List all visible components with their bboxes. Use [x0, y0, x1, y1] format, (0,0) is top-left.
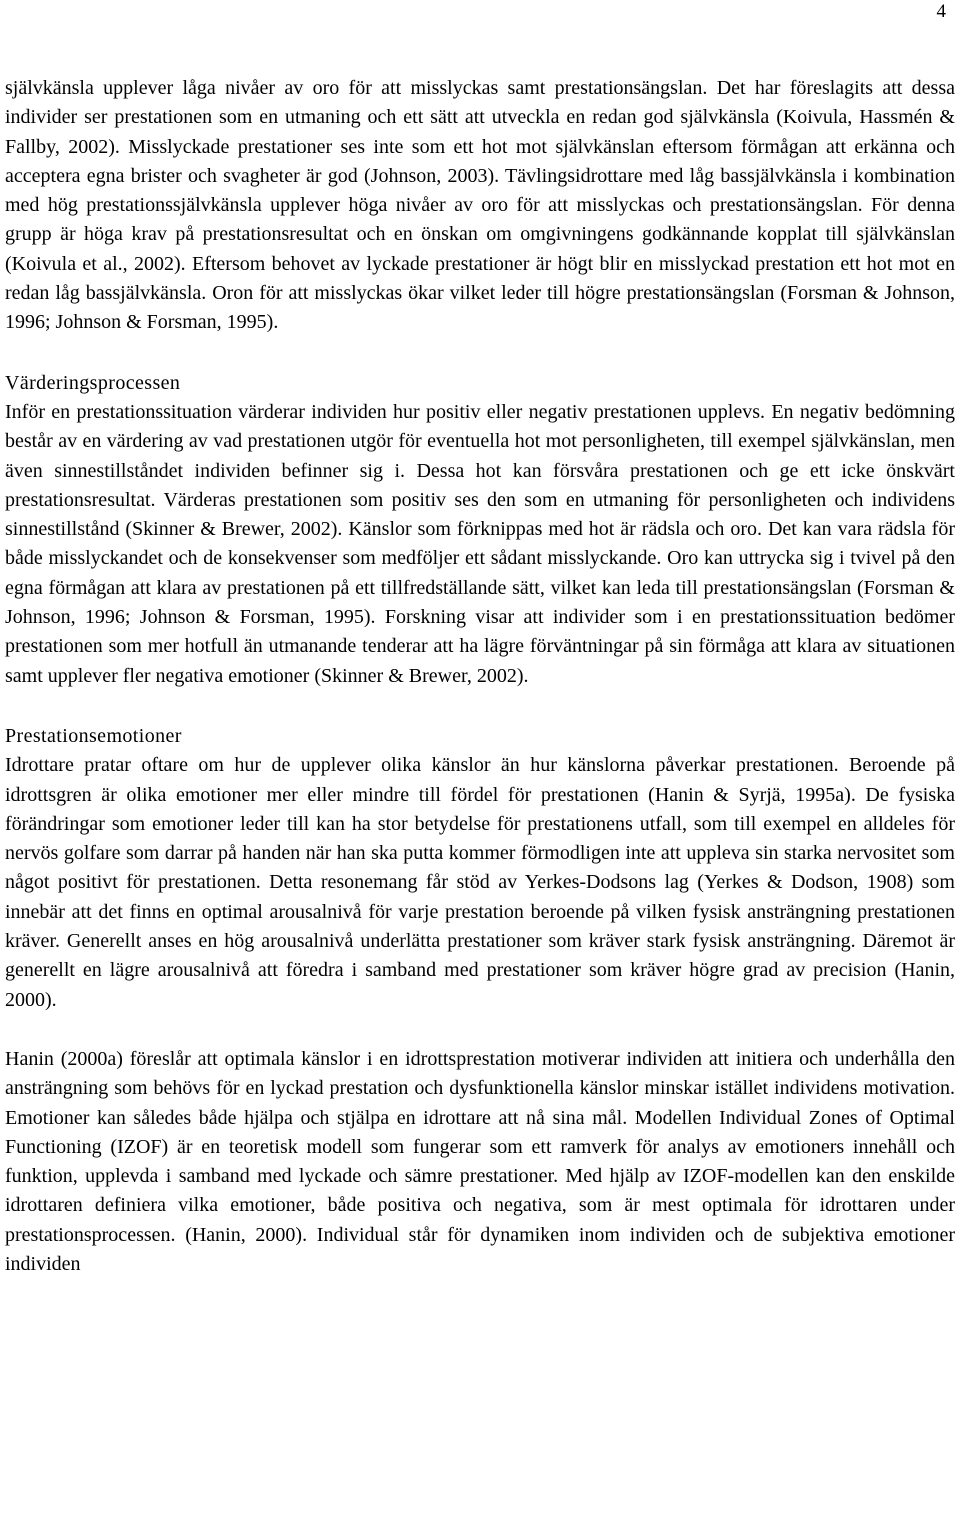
- paragraph-spacer: [5, 1015, 955, 1045]
- section-heading-vardering: Värderingsprocessen: [5, 371, 181, 394]
- paragraph-vardering: Inför en prestationssituation värderar individen hur positiv eller negativ prestationen upplevs. En negativ bedömning består av en värdering av vad prestationen utgör för eventuella hot mot personligheten, till exempel självkänslan, men även sinnestillståndet individen befinner sig i. Dessa hot kan försvåra prestationen och ge ett icke önskvärt prestationsresultat. Värderas prestationen som positiv ses den som en utmaning för personligheten och individens sinnestillstånd (Skinner & Brewer, 2002). Känslor som förknippas med hot är rädsla och oro. Det kan vara rädsla för både misslyckandet och de konsekvenser som medföljer ett sådant misslyckande. Oro kan uttrycka sig i tvivel på den egna förmågan att klara av prestationen på ett tillfredställande sätt, vilket kan leda till prestationsängslan (Forsman & Johnson, 1996; Johnson & Forsman, 1995). Forskning visar att individer som i en prestationssituation bedömer prestationen som mer hotfull än utmanande tenderar att ha lägre förväntningar på sin förmåga att klara av situationen samt upplever fler negativa emotioner (Skinner & Brewer, 2002).: [5, 400, 955, 687]
- body-text: [5, 74, 955, 1279]
- paragraph-izof: Hanin (2000a) föreslår att optimala känslor i en idrottsprestation motiverar individen att initiera och underhålla den ansträngning som behövs för en lyckad prestation och dysfunktionella känslor minskar istället individens motivation. Emotioner kan således både hjälpa och stjälpa en idrottare att nå sina mål. Modellen Individual Zones of Optimal Functioning (IZOF) är en teoretisk modell som fungerar som ett ramverk för analys av emotioners innehåll och funktion, upplevda i samband med lyckade och sämre prestationer. Med hjälp av IZOF-modellen kan den enskilde idrottaren definiera vilka emotioner, både positiva och negativa, som är mest optimala för idrottaren under prestationsprocessen. (Hanin, 2000). Individual står för dynamiken inom individen och de subjektiva emotioner individen: [5, 1047, 955, 1275]
- page-number: 4: [936, 1, 946, 22]
- paragraph-spacer: [5, 338, 955, 369]
- paragraph-spacer: [5, 691, 955, 722]
- section-heading-emotioner: Prestationsemotioner: [5, 724, 182, 747]
- paragraph-emotioner: Idrottare pratar oftare om hur de upplever olika känslor än hur känslorna påverkar prestationen. Beroende på idrottsgren är olika emotioner mer eller mindre till fördel för prestationen (Hanin & Syrjä, 1995a). De fysiska förändringar som emotioner leder till kan ha stor betydelse för prestationens utfall, som till exempel en alldeles för nervös golfare som darrar på handen när han ska putta kommer förmodligen inte att uppleva sin starka nervositet som något positivt för prestationen. Detta resonemang får stöd av Yerkes-Dodsons lag (Yerkes & Dodson, 1908) som innebär att det finns en optimal arousalnivå för varje prestation beroende på vilken fysisk ansträngning prestationen kräver. Generellt anses en hög arousalnivå underlätta prestationer som kräver stark fysisk ansträngning. Däremot är generellt en lägre arousalnivå att föredra i samband med prestationer som kräver högre grad av precision (Hanin, 2000).: [5, 754, 955, 1011]
- paragraph-self-esteem: självkänsla upplever låga nivåer av oro för att misslyckas samt prestationsängslan. Det har föreslagits att dessa individer ser prestationen som en utmaning och ett sätt att utveckla en redan god självkänsla (Koivula, Hassmén & Fallby, 2002). Misslyckade prestationer ses inte som ett hot mot självkänslan eftersom förmågan att erkänna och acceptera egna brister och svagheter är god (Johnson, 2003). Tävlingsidrottare med låg bassjälvkänsla i kombination med hög prestationssjälvkänsla upplever höga nivåer av oro för att misslyckas och prestationsängslan. För denna grupp är höga krav på prestationsresultat och en önskan om omgivningens godkännande kopplat till självkänslan (Koivula et al., 2002). Eftersom behovet av lyckade prestationer är högt blir en misslyckad prestation ett hot mot en redan låg bassjälvkänsla. Oron för att misslyckas ökar vilket leder till högre prestationsängslan (Forsman & Johnson, 1996; Johnson & Forsman, 1995).: [5, 77, 955, 334]
